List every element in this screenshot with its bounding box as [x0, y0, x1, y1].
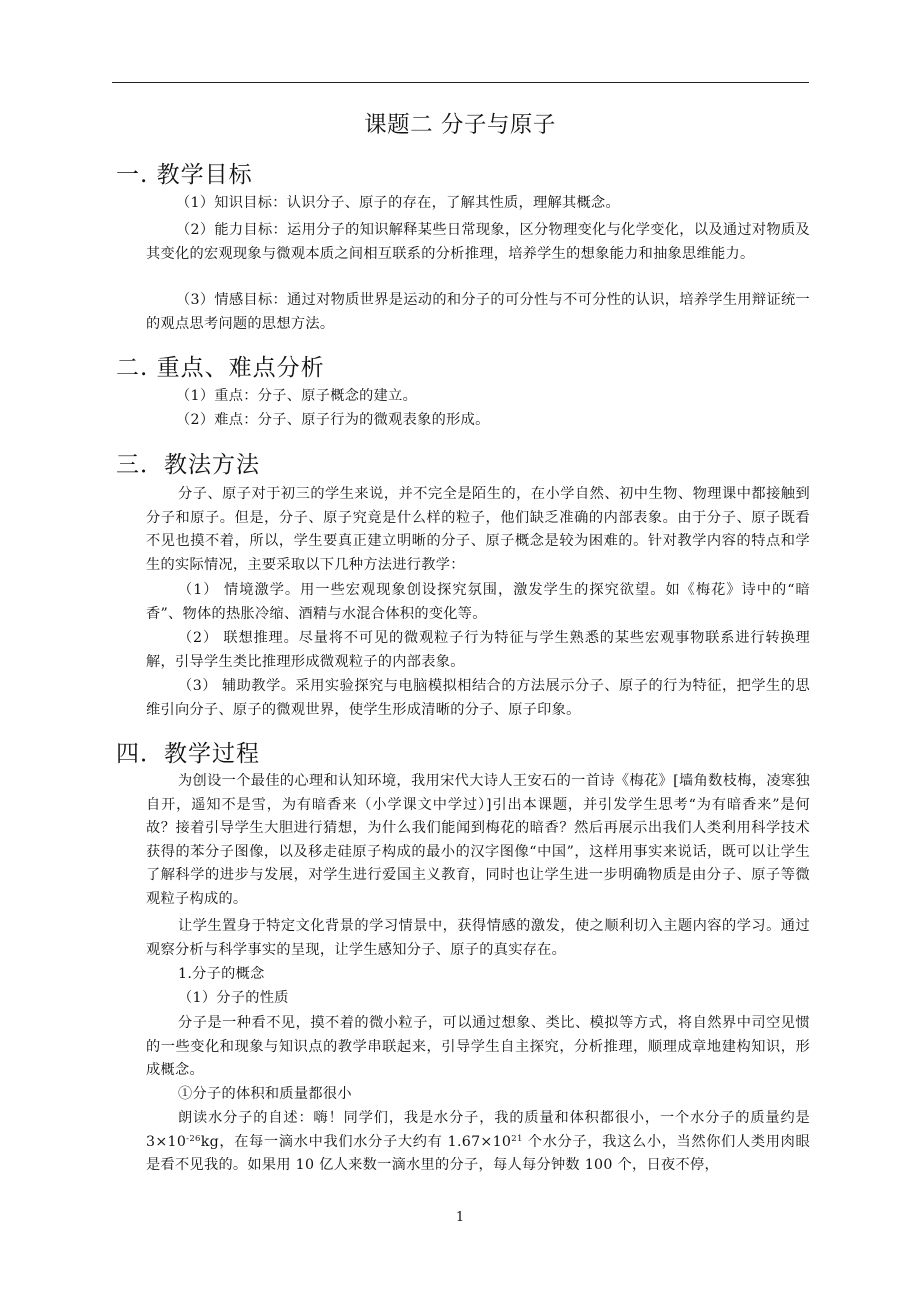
s4-para-4-part-b: kg，在每一滴水中我们水分子大约有 1.67×10 — [200, 1133, 512, 1150]
section-2-heading: 二. 重点、难点分析 — [116, 355, 325, 381]
s4-para-1: 为创设一个最佳的心理和认知环境，我用宋代大诗人王安石的一首诗《梅花》[墙角数枝梅，凌寒独自开，遥知不是雪，为有暗香来（小学课文中学过）]引出本课题，并引发学生思考“为有暗香来”是何故？接着引导学生大胆进行猜想，为什么我们能闻到梅花的暗香？然后再展示出我们人类利用科学技术获得的苯分子图像，以及移走硅原子构成的最小的汉字图像“中国”，这样用事实来说话，既可以让学生了解科学的进步与发展，对学生进行爱国主义教育，同时也让学生进一步明确物质是由分子、原子等微观粒子构成的。 — [146, 773, 810, 907]
s2-para-1: （1）重点：分子、原子概念的建立。 — [176, 388, 418, 404]
s1-para-2: （2）能力目标：运用分子的知识解释某些日常现象，区分物理变化与化学变化，以及通过对物质及其变化的宏观现象与微观本质之间相互联系的分析推理，培养学生的想象能力和抽象思维能力。 — [146, 222, 810, 262]
s4-subheading-3: ①分子的体积和质量都很小 — [178, 1086, 352, 1102]
section-4-heading: 四．教学过程 — [116, 741, 260, 767]
s3-para-1: 分子、原子对于初三的学生来说，并不完全是陌生的，在小学自然、初中生物、物理课中都接触到分子和原子。但是，分子、原子究竟是什么样的粒子，他们缺乏准确的内部表象。由于分子、原子既看不见也摸不着，所以，学生要真正建立明晰的分子、原子概念是较为困难的。针对教学内容的特点和学生的实际情况，主要采取以下几种方法进行教学： — [146, 486, 810, 573]
page-title: 课题二 分子与原子 — [364, 112, 556, 138]
exponent-2: 21 — [511, 1133, 523, 1144]
exponent-1: -26 — [186, 1133, 201, 1144]
s3-para-4: （3） 辅助教学。采用实验探究与电脑模拟相结合的方法展示分子、原子的行为特征，把学生的思维引向分子、原子的微观世界，使学生形成清晰的分子、原子印象。 — [146, 678, 810, 718]
s1-para-1: （1）知识目标：认识分子、原子的存在，了解其性质，理解其概念。 — [176, 195, 620, 211]
s3-para-3: （2） 联想推理。尽量将不可见的微观粒子行为特征与学生熟悉的某些宏观事物联系进行转换理解，引导学生类比推理形成微观粒子的内部表象。 — [146, 630, 810, 670]
s3-para-2: （1） 情境激学。用一些宏观现象创设探究氛围，激发学生的探究欲望。如《梅花》诗中的“暗香”、物体的热胀冷缩、酒精与水混合体积的变化等。 — [146, 582, 810, 622]
s4-para-4-part-a: 朗读水分子的自述：嗨！同学们，我是水分子，我的质量和体积都很小，一个水分子的质量约是 3×10 — [146, 1110, 810, 1150]
s1-para-3: （3）情感目标：通过对物质世界是运动的和分子的可分性与不可分性的认识，培养学生用辩证统一的观点思考问题的思想方法。 — [146, 292, 810, 332]
page-number: 1 — [455, 1210, 465, 1225]
s4-subheading-2: （1）分子的性质 — [178, 990, 289, 1006]
header-rule — [112, 82, 809, 83]
s2-para-2: （2）难点：分子、原子行为的微观表象的形成。 — [176, 412, 490, 428]
s4-para-4-part-c: 个水分子，我这么小，当然你们人类用肉眼是看不见我的。如果用 10 亿人来数一滴水里的分子，每人每分钟数 100 个，日夜不停， — [146, 1133, 810, 1174]
s4-para-3: 分子是一种看不见，摸不着的微小粒子，可以通过想象、类比、模拟等方式，将自然界中司空见惯的一些变化和现象与知识点的教学串联起来，引导学生自主探究，分析推理，顺理成章地建构知识，形成概念。 — [146, 1015, 810, 1079]
section-3-heading: 三．教法方法 — [116, 452, 260, 478]
s4-para-4 — [146, 1107, 810, 1178]
s4-subheading-1: 1.分子的概念 — [178, 966, 265, 982]
section-1-heading: 一. 教学目标 — [116, 162, 253, 188]
s4-para-2: 让学生置身于特定文化背景的学习情景中，获得情感的激发，使之顺利切入主题内容的学习。通过观察分析与科学事实的呈现，让学生感知分子、原子的真实存在。 — [146, 918, 810, 958]
